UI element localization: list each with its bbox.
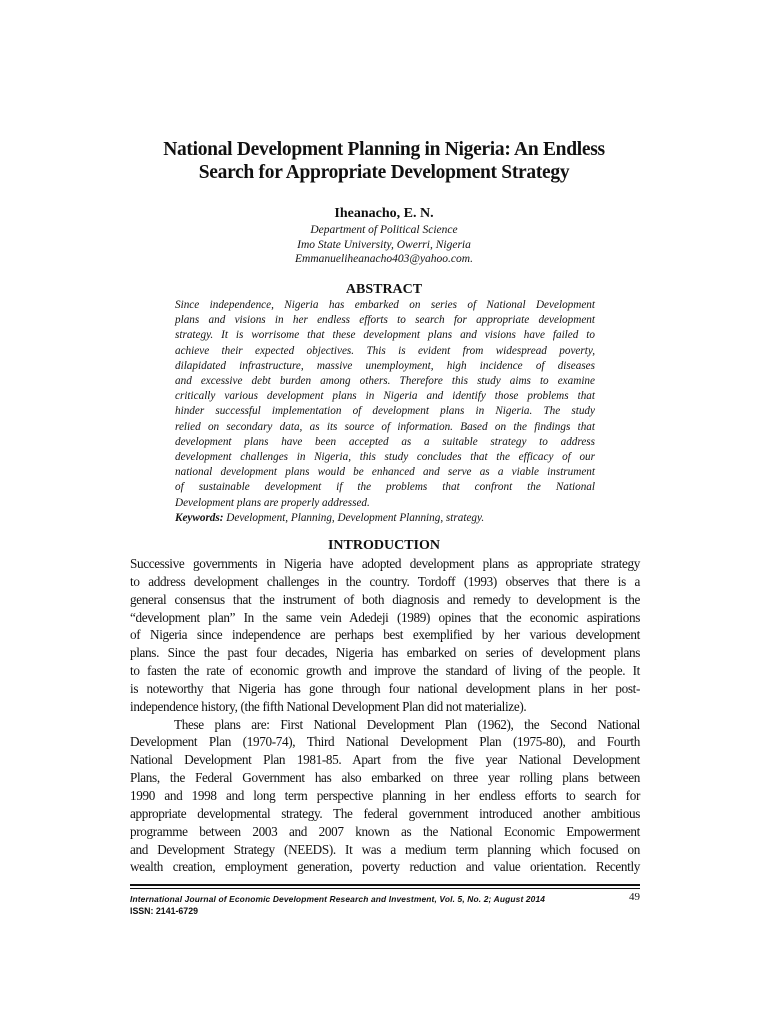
body-line: These plans are: First National Development Plan (1962), the Second National (174, 716, 640, 732)
keywords-list: Development, Planning, Development Planning, strategy. (223, 511, 485, 524)
footer-rule-thin (130, 888, 640, 889)
abstract-line: relied on secondary data, as its source of information. Based on the findings that (175, 420, 595, 433)
abstract-line: Development plans are properly addressed. (175, 496, 370, 509)
body-line: of Nigeria since independence are perhaps best exemplified by her various development (130, 627, 640, 643)
body-line: to address development challenges in the country. Tordoff (1993) observes that there is a (130, 573, 640, 589)
author-department: Department of Political Science (310, 224, 458, 236)
page-number: 49 (629, 891, 640, 903)
abstract-line: Since independence, Nigeria has embarked on series of National Development (175, 299, 595, 311)
body-line: 1990 and 1998 and long term perspective planning in her endless efforts to search for (130, 787, 640, 803)
body-line: National Development Plan 1981-85. Apart from the five year National Development (130, 752, 640, 768)
abstract-line: hinder successful implementation of development plans in Nigeria. The study (175, 405, 595, 418)
abstract-heading: ABSTRACT (345, 282, 423, 297)
issn: ISSN: 2141-6729 (130, 906, 198, 916)
body-line: appropriate developmental strategy. The federal government introduced another ambitious (130, 805, 640, 821)
abstract-line: critically various development plans in Nigeria and identify those problems that (175, 390, 595, 403)
journal-citation: International Journal of Economic Development Research and Investment, Vol. 5, No. 2; August 2014 (130, 894, 546, 904)
abstract-line: development plans have been accepted as a suitable strategy to address (175, 435, 595, 448)
abstract-body (175, 298, 595, 526)
author-email: Emmanueliheanacho403@yahoo.com. (295, 253, 473, 265)
footer-rule-thick (130, 884, 640, 886)
body-line: is noteworthy that Nigeria has gone through four national development plans in her post- (130, 680, 640, 696)
keywords-label: Keywords: (175, 511, 224, 524)
abstract-line: development challenges in Nigeria, this study concludes that the efficacy of our (175, 451, 595, 464)
body-line: Successive governments in Nigeria have adopted development plans as appropriate strategy (130, 556, 640, 571)
author-university: Imo State University, Owerri, Nigeria (297, 238, 471, 251)
body-line: Plans, the Federal Government has also embarked on three year rolling plans between (130, 770, 640, 786)
body-line: plans. Since the past four decades, Nigeria has embarked on series of development plans (130, 645, 640, 661)
body-line: and Development Strategy (NEEDS). It was a medium term planning which focused on (130, 841, 640, 857)
abstract-line: plans and visions in her endless efforts to search for appropriate development (175, 314, 595, 327)
body-line: programme between 2003 and 2007 known as the National Economic Empowerment (130, 823, 640, 839)
introduction-heading: INTRODUCTION (327, 538, 440, 553)
abstract-line: national development plans would be enhanced and serve as a viable instrument (175, 466, 595, 479)
body-line: Development Plan (1970-74), Third National Development Plan (1975-80), and Fourth (130, 734, 640, 750)
author-name: Iheanacho, E. N. (334, 206, 434, 221)
abstract-line: strategy. It is worrisome that these development plans and visions have failed to (175, 329, 595, 342)
body-line: wealth creation, employment generation, poverty reduction and value orientation. Recently (130, 859, 640, 875)
body-line: independence history, (the fifth National Development Plan did not materialize). (130, 698, 527, 714)
title-line-1: National Development Planning in Nigeria: An Endless (163, 139, 605, 160)
abstract-line: achieve their expected objectives. This is evident from widespread poverty, (175, 344, 595, 357)
title-line-2: Search for Appropriate Development Strategy (198, 162, 570, 183)
abstract-line: of sustainable development if the problems that confront the National (175, 481, 595, 494)
body-line: general consensus that the instrument of both diagnosis and remedy to development is the (130, 591, 640, 607)
abstract-line: and excessive debt burden among others. Therefore this study aims to examine (175, 375, 595, 388)
introduction-body (130, 555, 640, 876)
author-affiliation (134, 223, 634, 267)
abstract-line: dilapidated infrastructure, massive unemployment, high incidence of diseases (175, 359, 595, 372)
keywords (175, 511, 595, 526)
body-line: “development plan” In the same vein Adedeji (1989) opines that the economic aspirations (130, 609, 640, 625)
paper-title (110, 138, 658, 184)
body-line: to fasten the rate of economic growth and improve the standard of living of the people. It (130, 663, 640, 679)
